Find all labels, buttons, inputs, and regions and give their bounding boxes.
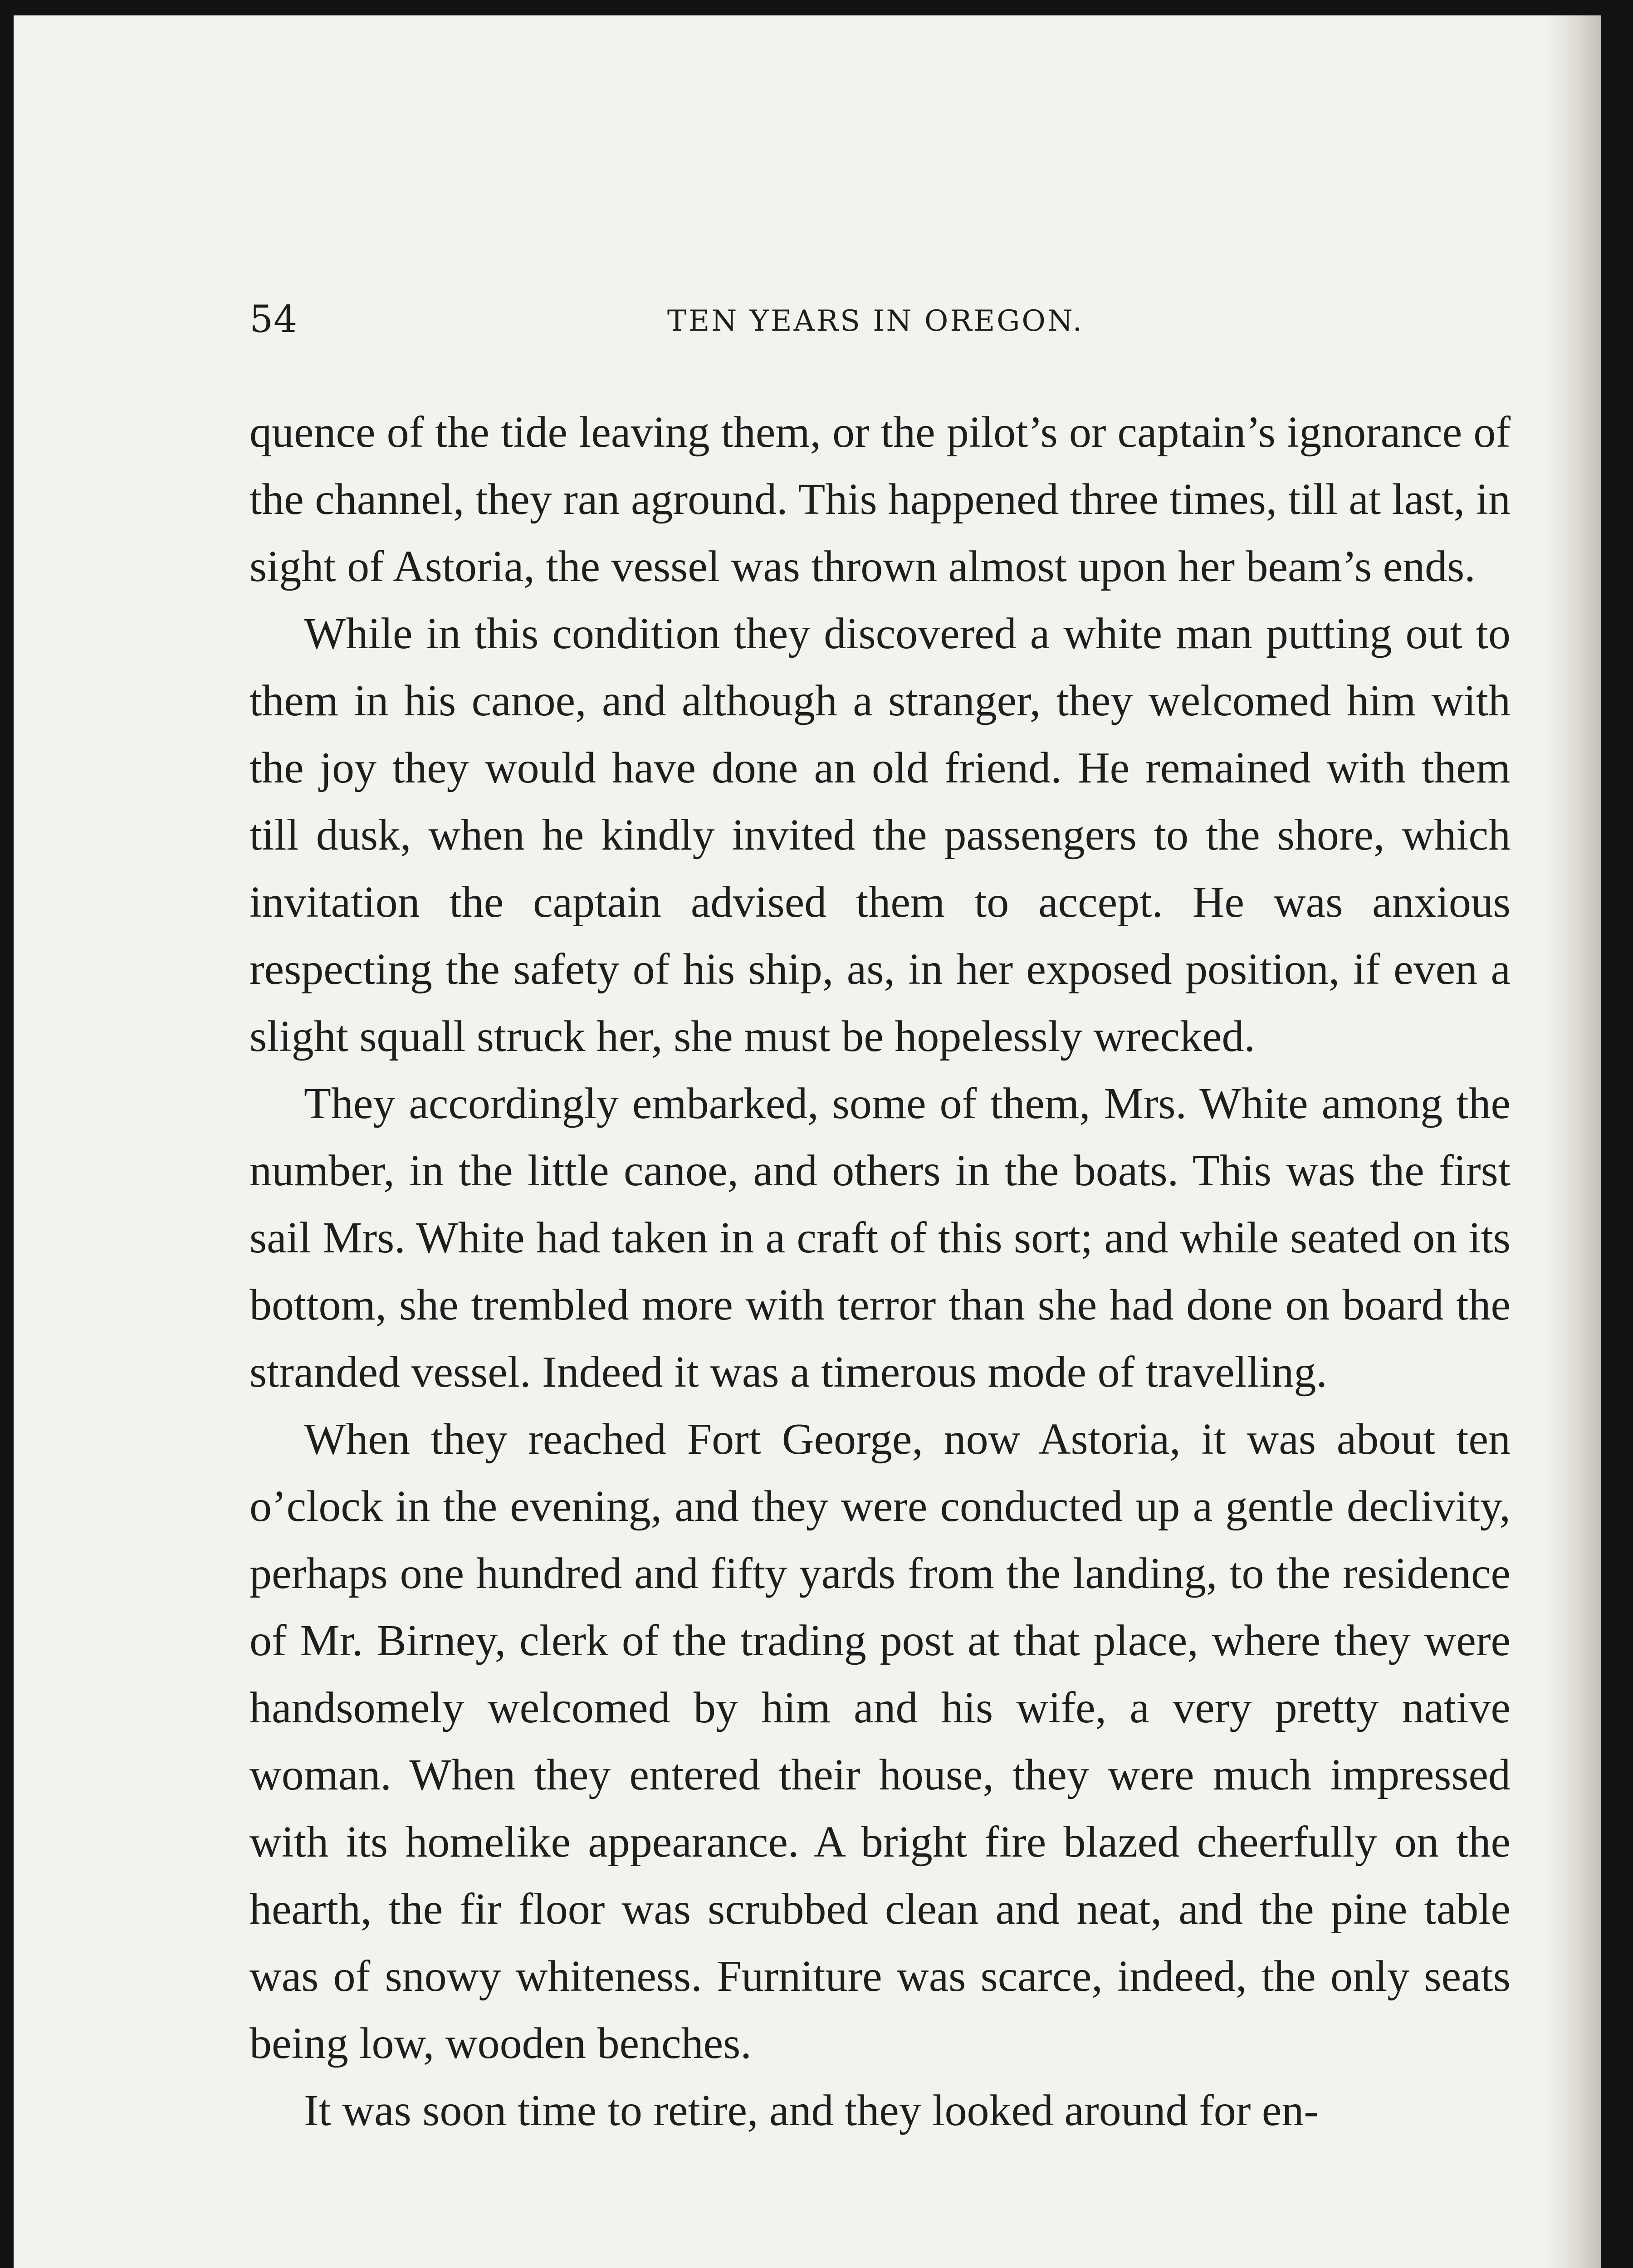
paragraph-2: While in this condition they discovered a white man putting out to them in his canoe, and although a stranger, they welcomed him with the joy they would have done an old friend. He remained with them till dusk, when he kindly invited the passengers to the shore, which invitation the captain advised them to accept. He was anxious respecting the safety of his ship, as, in her exposed position, if even a slight squall struck her, she must be hopelessly wrecked. <box>249 609 1511 1061</box>
paragraph-4: When they reached Fort George, now Astoria, it was about ten o’clock in the evening, and they were conducted up a gentle declivity, perhaps one hundred and fifty yards from the landing, to the residence of Mr. Birney, clerk of the trading post at that place, where they were handsomely welcomed by him and his wife, a very pretty native woman. When they entered their house, they were much impressed with its homelike appearance. A bright fire blazed cheerfully on the hearth, the fir floor was scrubbed clean and neat, and the pine table was of snowy whiteness. Furniture was scarce, indeed, the only seats being low, wooden benches. <box>249 1415 1511 2068</box>
page-header <box>249 298 1501 356</box>
page-number: 54 <box>249 298 298 341</box>
paragraph-5: It was soon time to retire, and they looked around for en- <box>304 2086 1319 2135</box>
paragraph-1: quence of the tide leaving them, or the pilot’s or captain’s ignorance of the channel, they ran aground. This happened three times, till at last, in sight of Astoria, the vessel was thrown almost upon her beam’s ends. <box>249 408 1511 591</box>
book-page <box>14 15 1601 2268</box>
body-text <box>249 399 1511 2144</box>
paragraph-3: They accordingly embarked, some of them, Mrs. White among the number, in the little canoe, and others in the boats. This was the first sail Mrs. White had taken in a craft of this sort; and while seated on its bottom, she trembled more with terror than she had done on board the stranded vessel. Indeed it was a timerous mode of travelling. <box>249 1079 1511 1397</box>
page-gutter-shadow <box>1547 15 1601 2268</box>
running-title: TEN YEARS IN OREGON. <box>667 304 1084 338</box>
